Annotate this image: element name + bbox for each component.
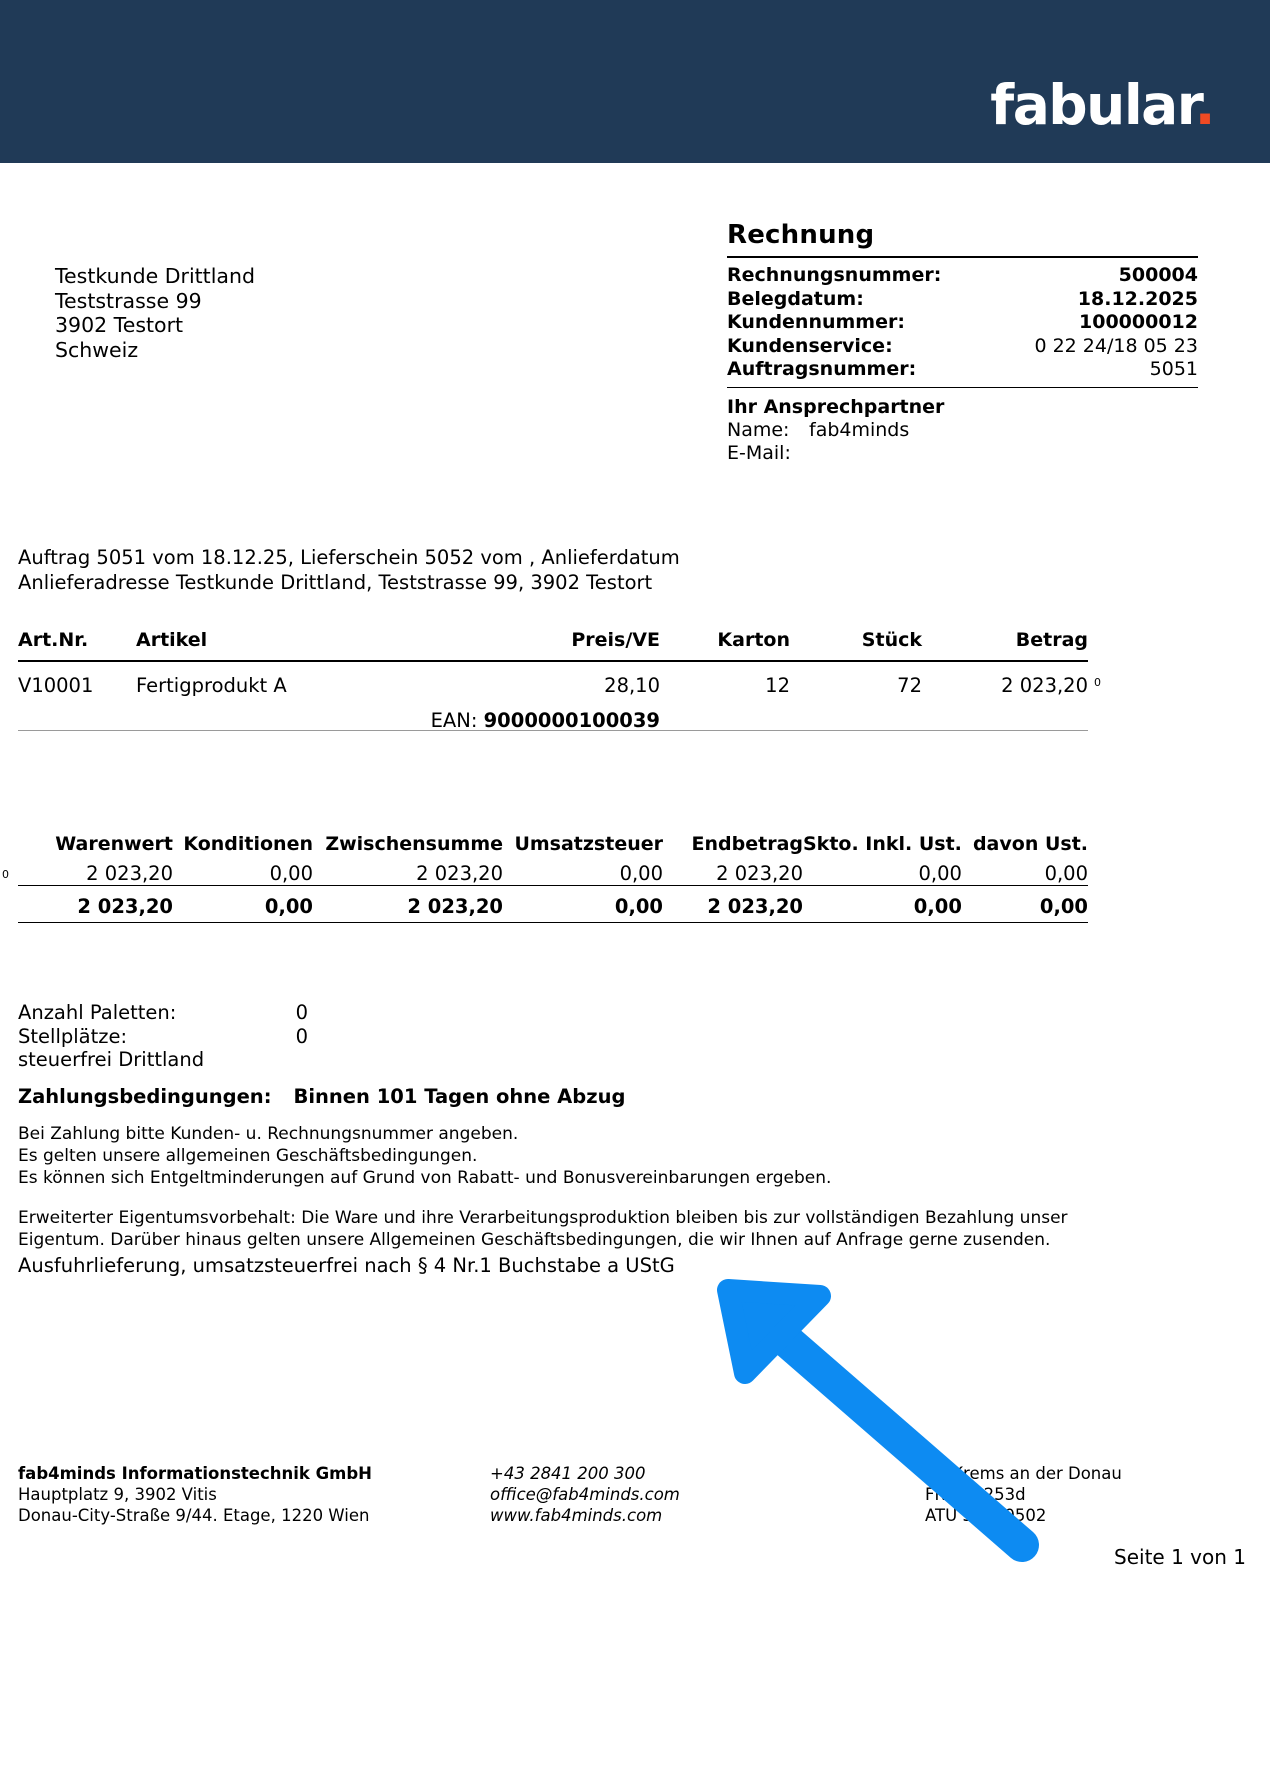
line-items-bottom-rule — [18, 730, 1088, 731]
totals-value-endbetrag: 2 023,20 — [716, 862, 803, 885]
totals-header-davon-ust: davon Ust. — [972, 833, 1088, 855]
line-items-table — [18, 629, 1088, 732]
cell-preis-ve: 28,10 — [604, 674, 660, 697]
legal-line: Eigentum. Darüber hinaus gelten unsere Allgemeinen Geschäftsbedingungen, die wir Ihnen auf Anfrage gerne zusenden. — [18, 1230, 1051, 1250]
footer-court: LG Krems an der Donau — [925, 1464, 1122, 1483]
order-reference-line-1: Auftrag 5051 vom 18.12.25, Lieferschein 5052 vom , Anlieferdatum — [18, 546, 680, 569]
meta-label: Kundenservice: — [727, 334, 893, 357]
totals-header-umsatzsteuer: Umsatzsteuer — [514, 833, 663, 855]
betrag-superscript: 0 — [1094, 676, 1101, 689]
totals-sum-zwischensumme: 2 023,20 — [407, 895, 503, 918]
totals-table — [18, 833, 1088, 923]
totals-header-skonto: Skto. Inkl. Ust. — [803, 833, 962, 855]
meta-value: 100000012 — [1079, 311, 1198, 334]
contact-label: E-Mail: — [727, 442, 791, 465]
cell-stueck: 72 — [897, 674, 922, 697]
col-header-preis-ve: Preis/VE — [571, 629, 660, 651]
col-header-stueck: Stück — [861, 629, 922, 651]
totals-header-row — [18, 833, 1088, 859]
payment-terms-row — [18, 1085, 625, 1108]
meta-row-customer-number — [727, 311, 1198, 335]
contact-row-name — [727, 419, 1198, 443]
cell-artikel: Fertigprodukt A — [136, 674, 287, 697]
meta-row-order-number — [727, 358, 1198, 382]
totals-sum-skonto: 0,00 — [913, 895, 962, 918]
order-reference-line-2: Anlieferadresse Testkunde Drittland, Teststrasse 99, 3902 Testort — [18, 570, 653, 594]
cell-betrag: 2 023,20 — [1001, 674, 1088, 697]
order-reference-block — [18, 546, 680, 595]
pallets-row-slots — [18, 1025, 308, 1049]
totals-value-zwischensumme: 2 023,20 — [416, 862, 503, 885]
footer-email[interactable]: office@fab4minds.com — [490, 1485, 680, 1504]
brand-header-band — [0, 0, 1270, 163]
totals-value-umsatzsteuer: 0,00 — [619, 862, 663, 885]
table-row — [18, 661, 1088, 697]
meta-value: 0 22 24/18 05 23 — [1034, 334, 1198, 357]
page-number: Seite 1 von 1 — [1114, 1545, 1246, 1569]
legal-block-1 — [18, 1123, 1078, 1189]
meta-row-customer-service — [727, 335, 1198, 359]
totals-row-superscript: 0 — [2, 868, 9, 881]
totals-value-konditionen: 0,00 — [269, 862, 313, 885]
legal-line: Es können sich Entgeltminderungen auf Grund von Rabatt- und Bonusvereinbarungen ergeben. — [18, 1168, 832, 1188]
col-header-artikel: Artikel — [136, 629, 208, 651]
contact-label: Name: — [727, 418, 790, 441]
footer-phone: +43 2841 200 300 — [490, 1464, 646, 1483]
contact-row-email — [727, 442, 1198, 466]
pallets-tax-note: steuerfrei Drittland — [18, 1048, 205, 1071]
meta-value: 500004 — [1118, 264, 1198, 286]
pallets-value: 0 — [295, 1001, 308, 1024]
col-header-karton: Karton — [717, 629, 790, 651]
meta-label: Belegdatum: — [727, 287, 864, 310]
col-header-betrag: Betrag — [1015, 629, 1088, 651]
pallets-block — [18, 1001, 308, 1072]
export-tax-exemption-note: Ausfuhrlieferung, umsatzsteuerfrei nach § 4 Nr.1 Buchstabe a UStG — [18, 1254, 675, 1277]
invoice-meta-rows — [727, 258, 1198, 388]
pallets-label: Stellplätze: — [18, 1024, 128, 1048]
recipient-line: Testkunde Drittland — [55, 264, 255, 288]
meta-label: Kundennummer: — [727, 311, 905, 334]
footer-company-column — [18, 1463, 372, 1526]
footer-register-number: FN 214253d — [925, 1485, 1026, 1504]
totals-value-warenwert: 2 023,20 — [86, 862, 173, 885]
totals-header-endbetrag: Endbetrag — [691, 833, 803, 855]
totals-sum-row — [18, 886, 1088, 922]
ean-label: EAN: — [430, 709, 478, 732]
meta-label: Auftragsnummer: — [727, 358, 917, 381]
totals-value-row — [18, 859, 1088, 886]
recipient-line: Teststrasse 99 — [55, 288, 202, 313]
footer-contact-column — [490, 1463, 680, 1526]
totals-header-konditionen: Konditionen — [183, 833, 313, 855]
invoice-page — [0, 163, 1270, 1765]
footer-company-address-1: Hauptplatz 9, 3902 Vitis — [18, 1485, 217, 1504]
meta-value: 18.12.2025 — [1077, 287, 1198, 310]
totals-sum-konditionen: 0,00 — [264, 895, 313, 918]
totals-header-zwischensumme: Zwischensumme — [325, 833, 503, 855]
footer-company-name: fab4minds Informationstechnik GmbH — [18, 1464, 372, 1483]
totals-sum-warenwert: 2 023,20 — [77, 895, 173, 918]
fabular-logo — [990, 73, 1214, 137]
totals-sum-endbetrag: 2 023,20 — [707, 895, 803, 918]
line-items-header-row — [18, 629, 1088, 660]
contact-person-title: Ihr Ansprechpartner — [727, 395, 945, 418]
ean-value: 9000000100039 — [483, 709, 660, 732]
recipient-line: Schweiz — [55, 337, 139, 362]
contact-value: fab4minds — [809, 418, 910, 441]
legal-block-2 — [18, 1207, 1078, 1251]
footer-vat-id: ATU 52780502 — [925, 1506, 1047, 1525]
cell-karton: 12 — [765, 674, 790, 697]
legal-text-block — [18, 1123, 1078, 1251]
footer-company-address-2: Donau-City-Straße 9/44. Etage, 1220 Wien — [18, 1506, 370, 1525]
meta-row-invoice-number — [727, 264, 1198, 288]
pallets-label: Anzahl Paletten: — [18, 1001, 177, 1024]
footer-registry-column — [925, 1463, 1122, 1526]
invoice-meta-block — [727, 220, 1198, 466]
footer-website[interactable]: www.fab4minds.com — [490, 1506, 663, 1525]
pallets-row-count — [18, 1001, 308, 1025]
contact-person-block — [727, 388, 1198, 466]
cell-ean — [136, 697, 660, 732]
totals-value-skonto: 0,00 — [918, 862, 962, 885]
totals-value-davon-ust: 0,00 — [1044, 862, 1088, 885]
meta-label: Rechnungsnummer: — [727, 264, 942, 286]
pallets-value: 0 — [295, 1024, 308, 1048]
totals-header-warenwert: Warenwert — [55, 833, 173, 855]
totals-sum-umsatzsteuer: 0,00 — [614, 895, 663, 918]
logo-dot-icon: . — [1194, 73, 1214, 137]
totals-sum-davon-ust: 0,00 — [1039, 895, 1088, 918]
recipient-address-block — [55, 264, 255, 362]
logo-wordmark: fabular — [990, 73, 1195, 137]
totals-sum-bottom-rule — [18, 922, 1088, 923]
meta-row-document-date — [727, 288, 1198, 312]
recipient-line: 3902 Testort — [55, 313, 184, 338]
legal-line: Erweiterter Eigentumsvorbehalt: Die Ware und ihre Verarbeitungsproduktion bleiben bis zur vollständigen Bezahlung unser — [18, 1208, 1068, 1228]
meta-value: 5051 — [1149, 358, 1198, 381]
cell-art-nr: V10001 — [18, 674, 94, 697]
payment-terms-label: Zahlungsbedingungen: — [18, 1085, 272, 1108]
legal-line: Bei Zahlung bitte Kunden- u. Rechnungsnummer angeben. — [18, 1124, 519, 1144]
col-header-art-nr: Art.Nr. — [18, 629, 89, 651]
table-row-ean — [18, 697, 1088, 732]
document-title: Rechnung — [727, 220, 1198, 258]
legal-line: Es gelten unsere allgemeinen Geschäftsbedingungen. — [18, 1146, 478, 1166]
payment-terms-value: Binnen 101 Tagen ohne Abzug — [293, 1085, 626, 1108]
